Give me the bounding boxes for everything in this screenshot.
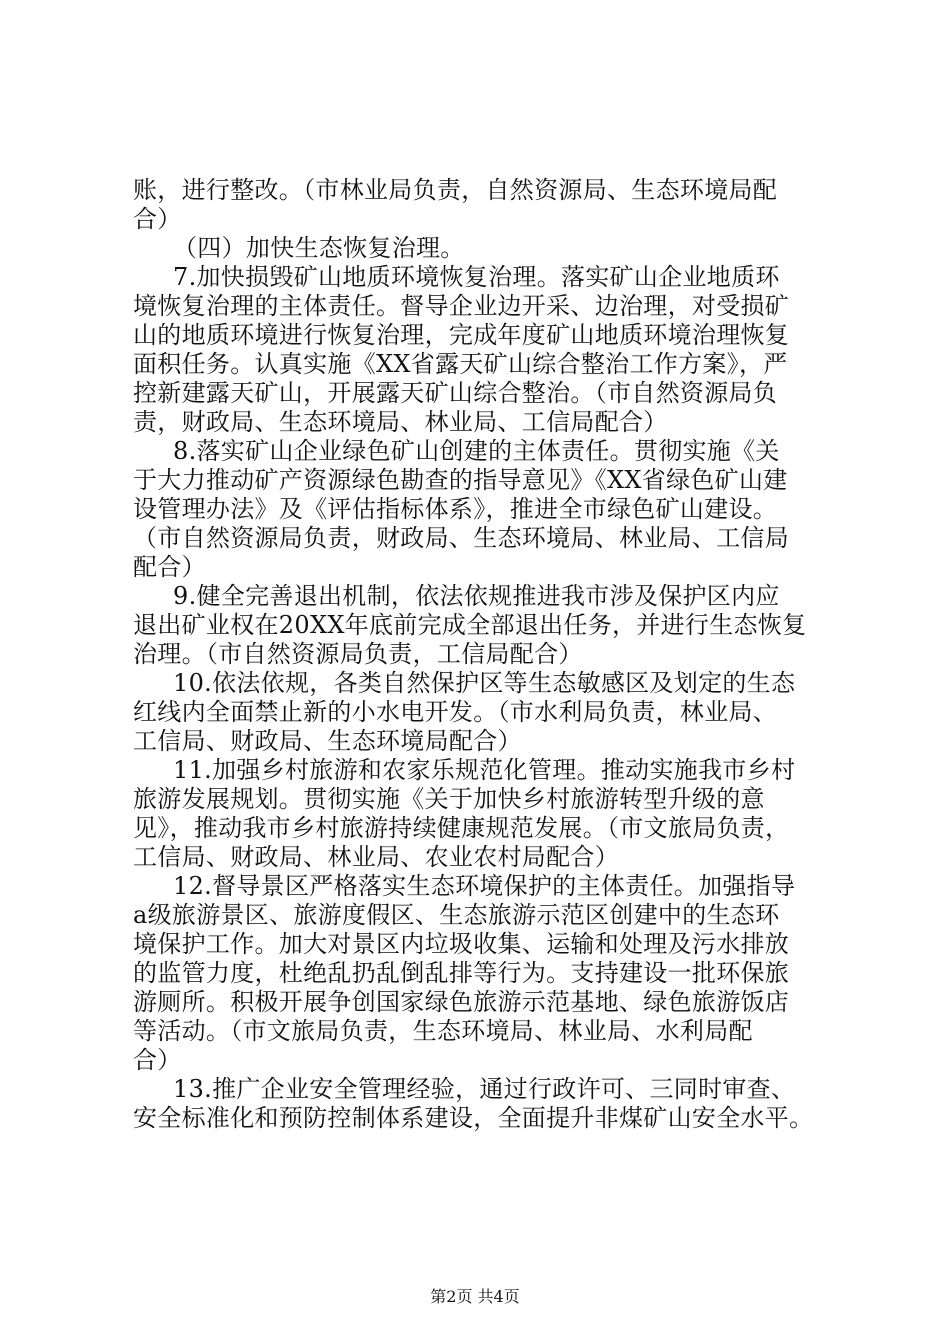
text-line: 红线内全面禁止新的小水电开发。（市水利局负责，林业局、	[133, 698, 778, 726]
text-line: 账，进行整改。（市林业局负责，自然资源局、生态环境局配	[133, 176, 778, 204]
text-line: 10.依法依规，各类自然保护区等生态敏感区及划定的生态	[173, 669, 796, 697]
text-line: 12.督导景区严格落实生态环境保护的主体责任。加强指导	[173, 872, 796, 900]
text-line: 配合）	[133, 553, 206, 581]
text-line: （四）加快生态恢复治理。	[173, 234, 465, 262]
text-line: 旅游发展规划。贯彻实施《关于加快乡村旅游转型升级的意	[133, 785, 765, 813]
text-line: 8.落实矿山企业绿色矿山创建的主体责任。贯彻实施《关	[173, 437, 780, 465]
text-line: 7.加快损毁矿山地质环境恢复治理。落实矿山企业地质环	[173, 263, 780, 291]
document-body	[133, 176, 833, 1133]
text-line: 责，财政局、生态环境局、林业局、工信局配合）	[133, 408, 668, 436]
text-line: 工信局、财政局、生态环境局配合）	[133, 727, 522, 755]
page-number-label: 第2页 共4页	[430, 1287, 520, 1306]
text-line: 合）	[133, 1046, 182, 1074]
text-line: 9.健全完善退出机制，依法依规推进我市涉及保护区内应	[173, 582, 780, 610]
text-line: 合）	[133, 205, 182, 233]
text-line: 控新建露天矿山，开展露天矿山综合整治。（市自然资源局负	[133, 379, 778, 407]
text-line: 11.加强乡村旅游和农家乐规范化管理。推动实施我市乡村	[173, 756, 796, 784]
text-line: 退出矿业权在20XX年底前完成全部退出任务，并进行生态恢复	[133, 611, 807, 639]
text-line: 见》，推动我市乡村旅游持续健康规范发展。（市文旅局负责，	[133, 814, 790, 842]
text-line: 境恢复治理的主体责任。督导企业边开采、边治理，对受损矿	[133, 292, 790, 320]
text-line: 山的地质环境进行恢复治理，完成年度矿山地质环境治理恢复	[133, 321, 790, 349]
text-line: 工信局、财政局、林业局、农业农村局配合）	[133, 843, 619, 871]
text-line: （市自然资源局负责，财政局、生态环境局、林业局、工信局	[133, 524, 790, 552]
text-line: 设管理办法》及《评估指标体系》，推进全市绿色矿山建设。	[133, 495, 778, 523]
text-line: a级旅游景区、旅游度假区、生态旅游示范区创建中的生态环	[133, 901, 780, 929]
page-footer	[0, 1284, 950, 1307]
text-line: 等活动。（市文旅局负责，生态环境局、林业局、水利局配	[133, 1017, 753, 1045]
text-line: 13.推广企业安全管理经验，通过行政许可、三同时审查、	[173, 1075, 796, 1103]
text-line: 安全标准化和预防控制体系建设，全面提升非煤矿山安全水平。	[133, 1104, 814, 1132]
text-line: 面积任务。认真实施《XX省露天矿山综合整治工作方案》，严	[133, 350, 788, 378]
text-line: 于大力推动矿产资源绿色勘查的指导意见》《XX省绿色矿山建	[133, 466, 788, 494]
text-line: 游厕所。积极开展争创国家绿色旅游示范基地、绿色旅游饭店	[133, 988, 790, 1016]
text-line: 的监管力度，杜绝乱扔乱倒乱排等行为。支持建设一批环保旅	[133, 959, 790, 987]
text-line: 境保护工作。加大对景区内垃圾收集、运输和处理及污水排放	[133, 930, 790, 958]
text-line: 治理。（市自然资源局负责，工信局配合）	[133, 640, 583, 668]
